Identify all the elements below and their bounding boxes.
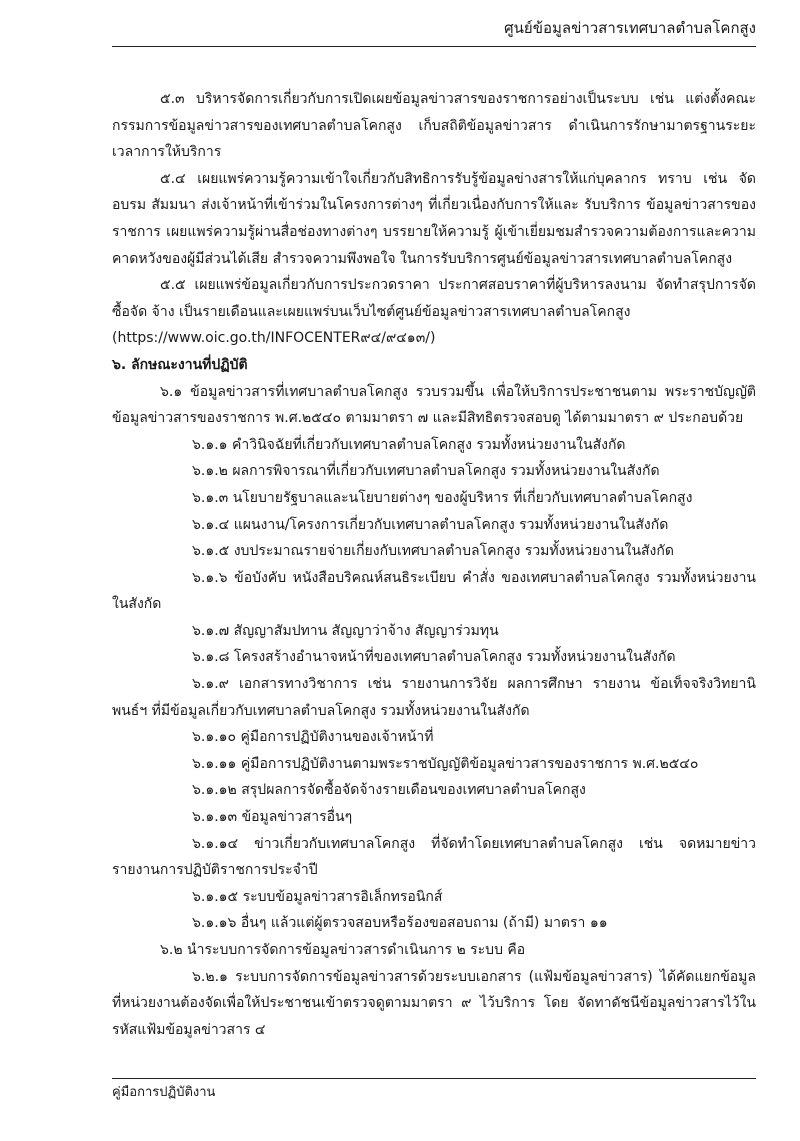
header-title: ศูนย์ข้อมูลข่าวสารเทศบาลตำบลโคกสูง (504, 19, 756, 37)
paragraph-5-5: ๕.๕ เผยแพร่ข้อมูลเกี่ยวกับการประกวดราคา ประกาศสอบราคาที่ผู้บริหารลงนาม จัดทำสรุปการจัดซื้อจัด จ้าง เป็นรายเดือนและเผยแพร่บนเว็บไซต์ศูนย์ข้อมูลข่าวสารเทศบาลตำบลโคกสูง (112, 277, 756, 320)
item-6-1-6: ๖.๑.๖ ข้อบังคับ หนังสือบริคณห์สนธิระเบียบ คำสั่ง ของเทศบาลตำบลโคกสูง รวมทั้งหน่วยงานในสังกัด (112, 569, 756, 613)
item-6-1-15: ๖.๑.๑๕ ระบบข้อมูลข่าวสารอิเล็กทรอนิกส์ (192, 888, 443, 905)
item-6-1-13: ๖.๑.๑๓ ข้อมูลข่าวสารอื่นๆ (192, 809, 353, 826)
item-6-1-4: ๖.๑.๔ แผนงาน/โครงการเกี่ยวกับเทศบาลตำบลโคกสูง รวมทั้งหน่วยงานในสังกัด (192, 516, 669, 533)
page-footer (112, 1078, 756, 1105)
item-6-1-5: ๖.๑.๕ งบประมาณรายจ่ายเกี่ยงกับเทศบาลตำบลโคกสูง รวมทั้งหน่วยงานในสังกัด (192, 543, 674, 560)
item-6-2-1: ๖.๒.๑ ระบบการจัดการข้อมูลข่าวสารด้วยระบบเอกสาร (แฟ้มข้อมูลข่าวสาร) ได้คัดแยกข้อมูลที่หน่วยงานต้องจัดเพื่อให้ประชาชนเข้าตรวจดูตามมาตรา ๙ ไว้บริการ โดย จัดทาดัชนีข้อมูลข่าวสารไว้ในรหัสแฟ้มข้อมูลข่าวสาร ๔ (112, 968, 756, 1038)
document-body (112, 86, 756, 1043)
paragraph-5-4: ๕.๔ เผยแพร่ความรู้ความเข้าใจเกี่ยวกับสิทธิการรับรู้ข้อมูลข่างสารให้แก่บุคลากร ทราบ เช่น จัดอบรม สัมมนา ส่งเจ้าหน้าที่เข้าร่วมในโครงการต่างๆ ที่เกี่ยวเนื่องกับการให้และ รับบริการ ข้อมูลข่าวสารของราชการ เผยแพร่ความรู้ผ่านสื่อช่องทางต่างๆ บรรยายให้ความรู้ ผู้เข้าเยี่ยมชมสำรวจความต้องการและความคาดหวังของผู้มีส่วนได้เสีย สำรวจความพึงพอใจ ในการรับบริการศูนย์ข้อมูลข่าวสารเทศบาลตำบลโคกสูง (112, 170, 756, 267)
item-6-1-16: ๖.๑.๑๖ อื่นๆ แล้วแต่ผู้ตรวจสอบหรือร้องขอสอบถาม (ถ้ามี) มาตรา ๑๑ (192, 915, 608, 932)
item-6-1-9: ๖.๑.๙ เอกสารทางวิชาการ เช่น รายงานการวิจัย ผลการศึกษา รายงาน ข้อเท็จจริงวิทยานิพนธ์ฯ ที่มีข้อมูลเกี่ยวกับเทศบาลตำบลโคกสูง รวมทั้งหน่วยงานในสังกัด (112, 676, 756, 719)
item-6-1-1: ๖.๑.๑ คำวินิจฉัยที่เกี่ยวกับเทศบาลตำบลโคกสูง รวมทั้งหน่วยงานในสังกัด (192, 436, 626, 453)
footer-text: คู่มือการปฏิบัติงาน (112, 1085, 216, 1100)
paragraph-6-2: ๖.๒ นำระบบการจัดการข้อมูลข่าวสารดำเนินการ ๒ ระบบ คือ (160, 942, 526, 958)
paragraph-5-3: ๕.๓ บริหารจัดการเกี่ยวกับการเปิดเผยข้อมูลข่าวสารของราชการอย่างเป็นระบบ เช่น แต่งตั้งคณะกรรมการข้อมูลข่าวสารของเทศบาลตำบลโคกสูง เก็บสถิติข้อมูลข่าวสาร ดำเนินการรักษามาตรฐานระยะเวลาการให้บริการ (112, 91, 756, 161)
item-6-1-11: ๖.๑.๑๑ คู่มือการปฏิบัติงานตามพระราชบัญญัติข้อมูลข่าวสารของราชการ พ.ศ.๒๕๔๐ (192, 755, 699, 772)
item-6-1-14: ๖.๑.๑๔ ข่าวเกี่ยวกับเทศบาลโคกสูง ที่จัดทำโดยเทศบาลตำบลโคกสูง เช่น จดหมายข่าว รายงานการปฏิบัติราชการประจำปี (112, 835, 756, 879)
page-header (112, 14, 756, 47)
item-6-1-7: ๖.๑.๗ สัญญาสัมปทาน สัญญาว่าจ้าง สัญญาร่วมทุน (192, 622, 499, 639)
item-6-1-12: ๖.๑.๑๒ สรุปผลการจัดซื้อจัดจ้างรายเดือนของเทศบาลตำบลโคกสูง (192, 782, 586, 799)
item-6-1-2: ๖.๑.๒ ผลการพิจารณาที่เกี่ยวกับเทศบาลตำบลโคกสูง รวมทั้งหน่วยงานในสังกัด (192, 463, 660, 480)
item-6-1-10: ๖.๑.๑๐ คู่มือการปฏิบัติงานของเจ้าหน้าที่ (192, 729, 434, 746)
paragraph-6-1: ๖.๑ ข้อมูลข่าวสารที่เทศบาลตำบลโคกสูง รวบรวมขึ้น เพื่อให้บริการประชาชนตาม พระราชบัญญัติข้อมูลข่าวสารของราชการ พ.ศ.๒๕๔๐ ตามมาตรา ๗ และมีสิทธิตรวจสอบดู ได้ตามมาตรา ๙ ประกอบด้วย (112, 383, 756, 427)
oic-url-text: (https://www.oic.go.th/INFOCENTER๙๔/๙๔๑๓/) (112, 330, 436, 347)
item-6-1-3: ๖.๑.๓ นโยบายรัฐบาลและนโยบายต่างๆ ของผู้บริหาร ที่เกี่ยวกับเทศบาลตำบลโคกสูง (192, 489, 693, 506)
item-6-1-8: ๖.๑.๘ โครงสร้างอำนาจหน้าที่ของเทศบาลตำบลโคกสูง รวมทั้งหน่วยงานในสังกัด (192, 649, 676, 666)
section-6-heading: ๖. ลักษณะงานที่ปฏิบัติ (112, 356, 248, 373)
